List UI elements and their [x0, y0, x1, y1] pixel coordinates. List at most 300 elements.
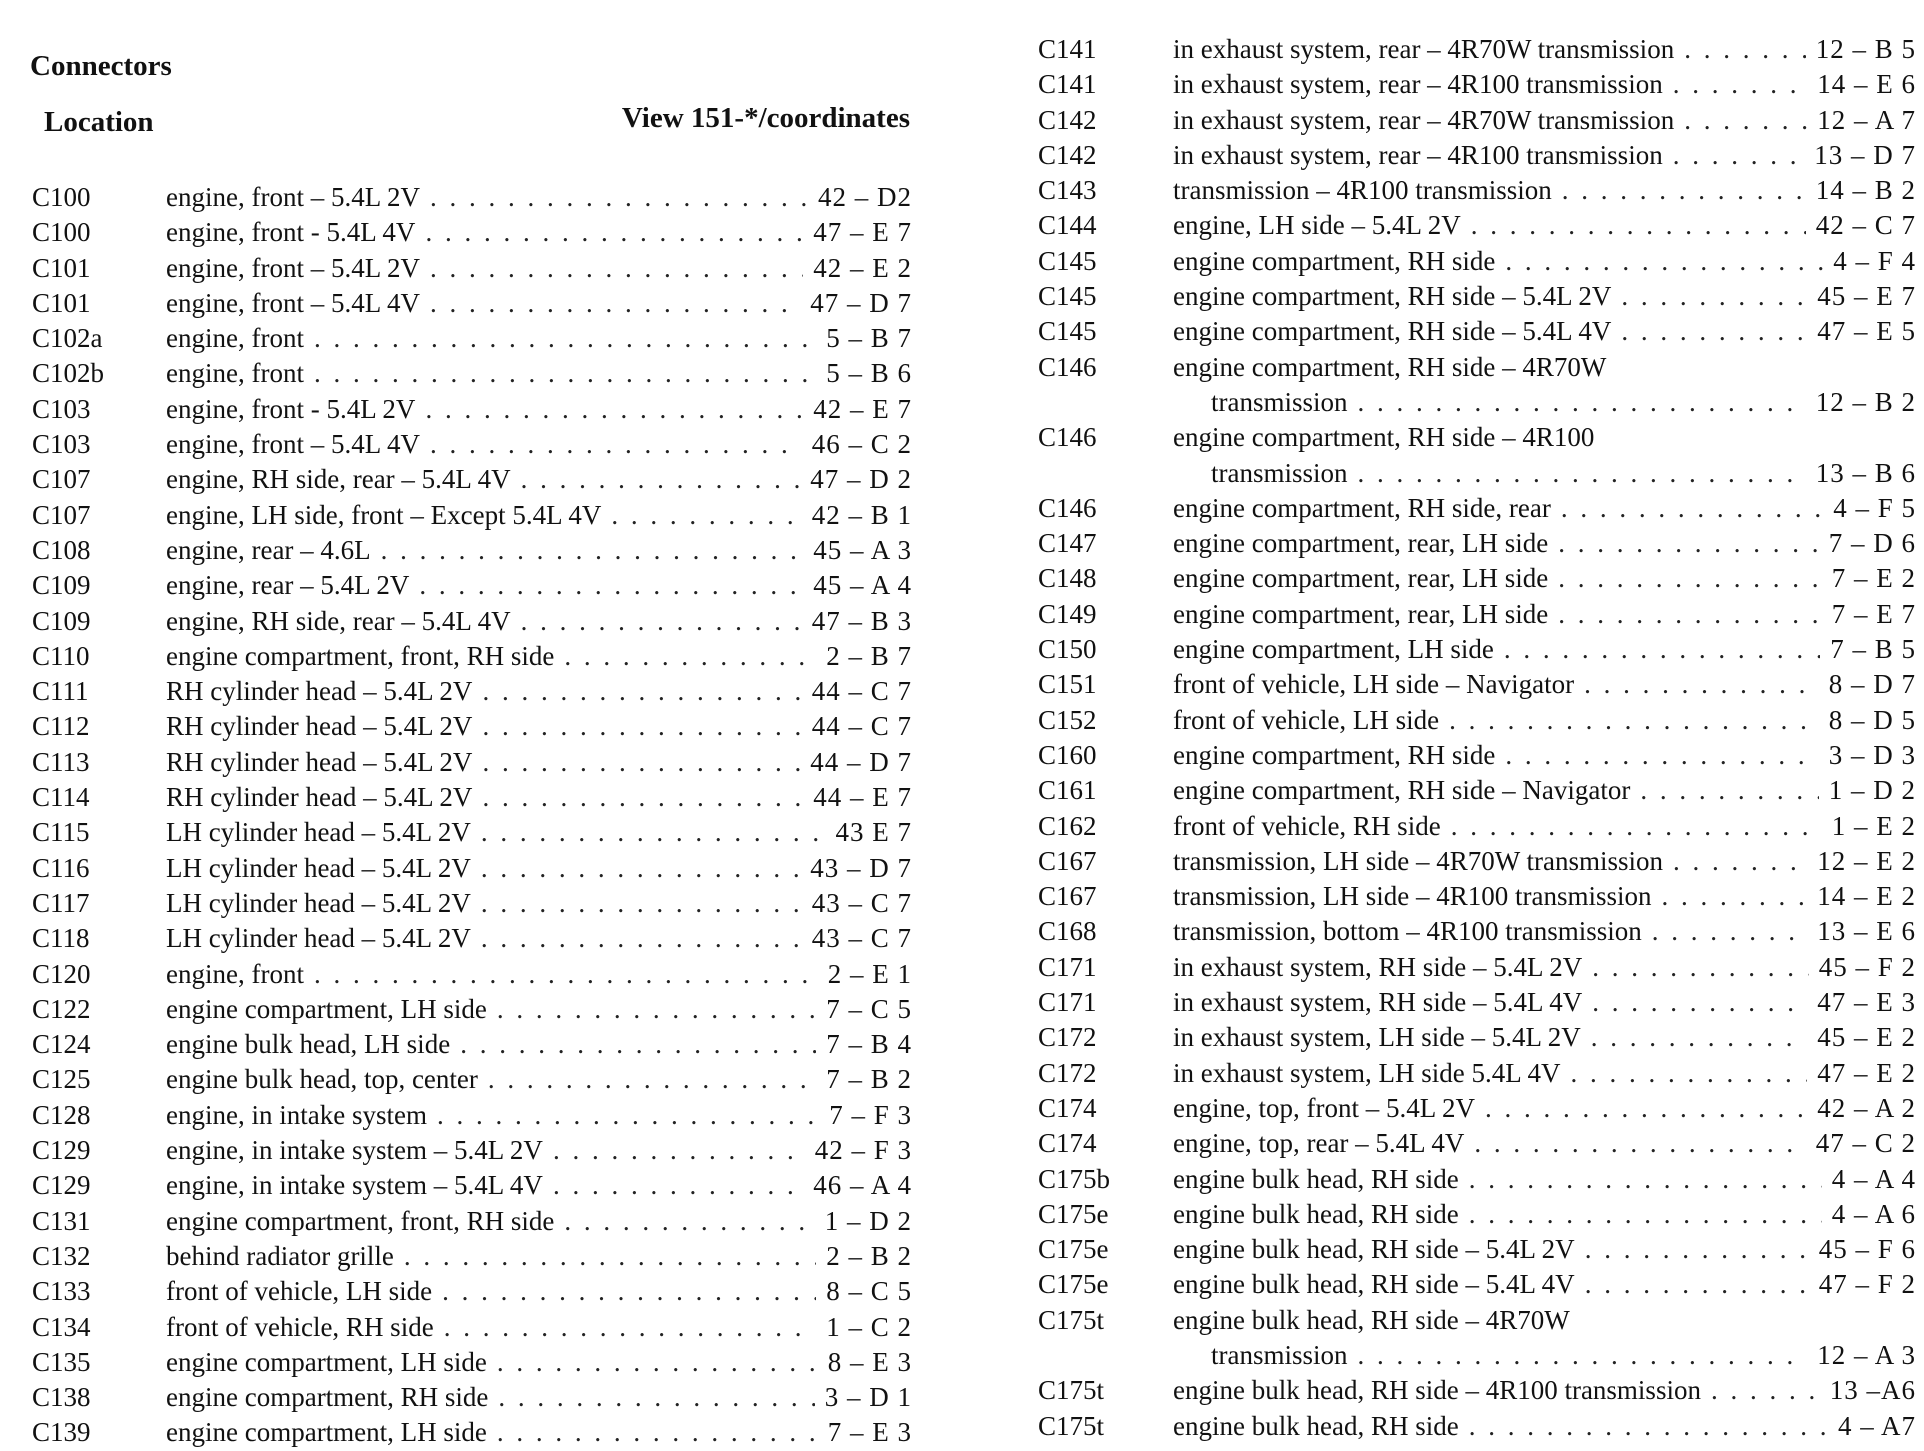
view-coordinates: 14 – E 6 — [1817, 69, 1916, 100]
connector-entry — [32, 1415, 912, 1450]
connector-entry — [1038, 703, 1916, 738]
dot-leader — [1471, 208, 1806, 243]
entry-line — [32, 286, 912, 321]
view-coordinates: 42 – E 2 — [813, 252, 912, 283]
connector-code: C139 — [32, 1417, 91, 1448]
connector-entry — [1038, 1409, 1916, 1444]
connector-code: C175t — [1038, 1375, 1105, 1406]
entry-line — [1038, 809, 1916, 844]
connector-location: engine bulk head, RH side – 5.4L 4V — [1173, 1269, 1575, 1300]
connector-entry — [1038, 809, 1916, 844]
connector-location: engine, front – 5.4L 4V — [166, 287, 420, 318]
connector-location: RH cylinder head – 5.4L 2V — [166, 676, 473, 707]
connector-code: C103 — [32, 393, 91, 424]
connector-location: in exhaust system, LH side – 5.4L 2V — [1173, 1022, 1581, 1053]
dot-leader — [1662, 879, 1808, 914]
view-coordinates: 13 – B 6 — [1815, 457, 1916, 488]
connector-entry — [1038, 738, 1916, 773]
view-coordinates: 1 – D 2 — [824, 1205, 912, 1236]
dot-leader — [430, 427, 802, 462]
connector-location: engine bulk head, LH side — [166, 1029, 451, 1060]
connector-entry — [1038, 1162, 1916, 1197]
connector-location: in exhaust system, rear – 4R100 transmission — [1173, 139, 1663, 170]
connector-code: C112 — [32, 711, 90, 742]
dot-leader — [1640, 773, 1818, 808]
view-coordinates: 43 – D 7 — [810, 852, 912, 883]
connector-code: C142 — [1038, 104, 1097, 135]
dot-leader — [482, 709, 801, 744]
connector-code: C135 — [32, 1346, 91, 1377]
view-coordinates: 1 – E 2 — [1831, 810, 1916, 841]
entry-line — [32, 1345, 912, 1380]
connector-entry — [32, 1098, 912, 1133]
connector-location: transmission – 4R100 transmission — [1173, 175, 1552, 206]
entry-line — [32, 533, 912, 568]
dot-leader — [1621, 279, 1807, 314]
view-coordinates: 42 – F 3 — [814, 1135, 912, 1166]
entry-line — [32, 1098, 912, 1133]
connector-code: C102b — [32, 358, 105, 389]
connector-entry — [32, 1274, 912, 1309]
connector-location: engine compartment, LH side — [166, 993, 487, 1024]
connector-entry — [32, 1239, 912, 1274]
dot-leader — [430, 180, 808, 215]
connector-code: C124 — [32, 1029, 91, 1060]
connector-entry — [32, 1310, 912, 1345]
connector-entry — [32, 992, 912, 1027]
connector-entry — [32, 533, 912, 568]
dot-leader — [482, 674, 801, 709]
dot-leader — [564, 1204, 814, 1239]
dot-leader — [381, 533, 804, 568]
view-coordinates: 47 – C 2 — [1815, 1128, 1916, 1159]
connector-code: C171 — [1038, 951, 1097, 982]
connector-code: C103 — [32, 429, 91, 460]
dot-leader — [1449, 703, 1819, 738]
view-coordinates: 12 – B 2 — [1815, 386, 1916, 417]
connector-location: in exhaust system, LH side 5.4L 4V — [1173, 1057, 1561, 1088]
view-coordinates: 2 – B 7 — [826, 640, 912, 671]
connector-entry — [32, 639, 912, 674]
view-coordinates: 42 – D2 — [818, 182, 912, 212]
dot-leader — [430, 286, 800, 321]
connector-entry — [32, 356, 912, 391]
connector-location: in exhaust system, rear – 4R70W transmission — [1173, 104, 1675, 135]
view-coordinates: 7 – D 6 — [1828, 528, 1916, 559]
connector-location: front of vehicle, LH side — [166, 1276, 433, 1307]
entry-line — [1038, 1338, 1916, 1373]
view-coordinates: 46 – C 2 — [811, 429, 912, 460]
entry-line — [1038, 138, 1916, 173]
connector-location: in exhaust system, RH side – 5.4L 2V — [1173, 951, 1583, 982]
connector-entry — [1038, 526, 1916, 561]
connector-entry — [1038, 314, 1916, 349]
connector-location: engine bulk head, RH side – 4R70W — [1173, 1304, 1570, 1335]
view-coordinates: 1 – D 2 — [1828, 775, 1916, 806]
connector-code: C151 — [1038, 669, 1097, 700]
dot-leader — [488, 1062, 816, 1097]
dot-leader — [1684, 32, 1806, 67]
view-coordinates: 8 – E 3 — [827, 1346, 912, 1377]
entry-line — [32, 957, 912, 992]
connector-code: C111 — [32, 676, 89, 707]
connector-code: C175b — [1038, 1163, 1111, 1194]
connector-entry — [32, 886, 912, 921]
connector-entry — [32, 286, 912, 321]
connector-list-right — [1038, 32, 1916, 1444]
dot-leader — [1561, 491, 1823, 526]
connector-location: engine compartment, RH side – 4R100 — [1173, 422, 1595, 453]
entry-line — [1038, 667, 1916, 702]
dot-leader — [1621, 314, 1807, 349]
connector-code: C142 — [1038, 139, 1097, 170]
view-coordinates: 13 –A6 — [1829, 1375, 1916, 1406]
connector-location-continued: transmission — [1211, 386, 1348, 417]
entry-line — [32, 356, 912, 391]
dot-leader — [564, 639, 816, 674]
entry-line — [32, 462, 912, 497]
entry-line — [1038, 985, 1916, 1020]
entry-line — [32, 1027, 912, 1062]
connector-code: C145 — [1038, 281, 1097, 312]
connector-entry — [32, 1380, 912, 1415]
connector-entry — [32, 921, 912, 956]
view-coordinates: 4 – F 5 — [1833, 492, 1916, 523]
connector-location: transmission, LH side – 4R100 transmission — [1173, 881, 1652, 912]
view-coordinates: 4 – A7 — [1837, 1410, 1916, 1441]
entry-line — [32, 886, 912, 921]
connector-code: C128 — [32, 1099, 91, 1130]
connector-location: engine, RH side, rear – 5.4L 4V — [166, 464, 511, 495]
connector-code: C145 — [1038, 245, 1097, 276]
entry-line — [1038, 279, 1916, 314]
entry-line — [32, 639, 912, 674]
view-coordinates: 44 – C 7 — [811, 676, 912, 707]
connector-location: engine, rear – 4.6L — [166, 534, 371, 565]
connector-entry — [32, 745, 912, 780]
connector-location: RH cylinder head – 5.4L 2V — [166, 782, 473, 813]
connector-code: C145 — [1038, 316, 1097, 347]
connector-entry — [32, 709, 912, 744]
entry-line — [1038, 32, 1916, 67]
dot-leader — [521, 604, 802, 639]
connector-location: engine compartment, rear, LH side — [1173, 563, 1549, 594]
view-coordinates: 12 – A 3 — [1817, 1339, 1916, 1370]
connector-location: engine, front – 5.4L 2V — [166, 182, 420, 212]
view-coordinates: 2 – E 1 — [827, 958, 912, 989]
entry-line — [32, 604, 912, 639]
connector-code: C109 — [32, 570, 91, 601]
dot-leader — [1673, 138, 1805, 173]
connector-code: C175e — [1038, 1269, 1109, 1300]
connector-location: engine compartment, LH side — [166, 1346, 487, 1377]
dot-leader — [553, 1168, 803, 1203]
connector-location: LH cylinder head – 5.4L 2V — [166, 852, 471, 883]
connector-location: engine bulk head, RH side — [1173, 1163, 1459, 1194]
view-coordinates: 7 – F 3 — [829, 1099, 912, 1130]
connector-entry — [1038, 138, 1916, 173]
dot-leader — [1570, 1056, 1807, 1091]
connector-entry — [1038, 879, 1916, 914]
connector-code: C149 — [1038, 598, 1097, 629]
connector-code: C117 — [32, 887, 90, 918]
view-coordinates: 7 – E 2 — [1831, 563, 1916, 594]
view-coordinates: 47 – E 7 — [813, 217, 912, 248]
dot-leader — [314, 321, 816, 356]
connector-location: engine, RH side, rear – 5.4L 4V — [166, 605, 511, 636]
connector-code: C167 — [1038, 845, 1097, 876]
connector-entry — [1038, 491, 1916, 526]
entry-line — [1038, 1162, 1916, 1197]
dot-leader — [460, 1027, 816, 1062]
view-coordinates: 47 – E 3 — [1817, 987, 1916, 1018]
connector-code: C132 — [32, 1240, 91, 1271]
entry-line — [1038, 420, 1916, 455]
connector-entry — [32, 251, 912, 286]
dot-leader — [444, 1310, 817, 1345]
entry-line — [32, 392, 912, 427]
connector-location: behind radiator grille — [166, 1240, 394, 1271]
dot-leader — [481, 886, 802, 921]
connector-location: engine bulk head, RH side — [1173, 1198, 1459, 1229]
connector-location: LH cylinder head – 5.4L 2V — [166, 923, 471, 954]
entry-line — [32, 1239, 912, 1274]
dot-leader — [1469, 1409, 1828, 1444]
view-coordinates: 47 – B 3 — [811, 605, 912, 636]
connector-code: C116 — [32, 852, 90, 883]
connector-location: engine compartment, RH side – Navigator — [1173, 775, 1631, 806]
dot-leader — [430, 251, 803, 286]
connector-location-continued: transmission — [1211, 457, 1348, 488]
entry-line — [32, 251, 912, 286]
entry-line — [1038, 173, 1916, 208]
entry-line — [1038, 1303, 1916, 1338]
view-coordinates: 4 – A 6 — [1831, 1198, 1916, 1229]
entry-line — [1038, 385, 1916, 420]
connector-entry — [1038, 985, 1916, 1020]
connector-entry — [1038, 173, 1916, 208]
connector-location-continued: transmission — [1211, 1339, 1348, 1370]
entry-line — [32, 851, 912, 886]
connector-code: C133 — [32, 1276, 91, 1307]
connector-entry — [32, 1345, 912, 1380]
connector-location: engine bulk head, RH side – 5.4L 2V — [1173, 1234, 1575, 1265]
connector-location: engine compartment, RH side – 4R70W — [1173, 351, 1607, 382]
connector-code: C101 — [32, 252, 91, 283]
connector-code: C175t — [1038, 1304, 1105, 1335]
view-coordinates: 5 – B 7 — [826, 323, 912, 354]
entry-line — [32, 215, 912, 250]
connector-code: C100 — [32, 217, 91, 248]
view-coordinates: 42 – B 1 — [811, 499, 912, 530]
connector-location: engine, in intake system — [166, 1099, 427, 1130]
dot-leader — [1592, 950, 1809, 985]
view-coordinates: 13 – D 7 — [1814, 139, 1916, 170]
dot-leader — [425, 392, 803, 427]
connector-entry — [1038, 632, 1916, 667]
entry-line — [1038, 1232, 1916, 1267]
connector-location: engine, front — [166, 958, 304, 989]
connector-location: front of vehicle, LH side – Navigator — [1173, 669, 1575, 700]
entry-line — [32, 1274, 912, 1309]
entry-line — [1038, 1020, 1916, 1055]
dot-leader — [1673, 67, 1808, 102]
connector-code: C160 — [1038, 739, 1097, 770]
connector-entry — [32, 568, 912, 603]
connector-code: C174 — [1038, 1128, 1097, 1159]
connector-location: engine, top, rear – 5.4L 4V — [1173, 1128, 1465, 1159]
connector-code: C148 — [1038, 563, 1097, 594]
entry-line — [32, 180, 912, 215]
dot-leader — [1505, 244, 1823, 279]
entry-line — [32, 1133, 912, 1168]
view-coordinates: 7 – C 5 — [826, 993, 912, 1024]
connector-location: engine compartment, LH side — [166, 1417, 487, 1448]
connector-code: C143 — [1038, 175, 1097, 206]
connector-entry — [1038, 1126, 1916, 1161]
entry-line — [1038, 914, 1916, 949]
connector-entry — [32, 604, 912, 639]
connector-code: C101 — [32, 287, 91, 318]
connector-entry — [32, 180, 912, 215]
connector-location: front of vehicle, RH side — [166, 1311, 434, 1342]
view-coordinates: 7 – B 5 — [1830, 634, 1916, 665]
entry-line — [1038, 879, 1916, 914]
connector-entry — [1038, 1373, 1916, 1408]
connector-list-left — [32, 180, 912, 1451]
view-coordinates: 47 – D 7 — [810, 287, 912, 318]
connector-location: engine bulk head, RH side — [1173, 1410, 1459, 1441]
connector-entry — [32, 957, 912, 992]
connector-location: engine compartment, RH side — [166, 1382, 489, 1413]
entry-line — [1038, 208, 1916, 243]
dot-leader — [1469, 1162, 1822, 1197]
dot-leader — [425, 215, 803, 250]
view-coordinates: 43 – C 7 — [811, 923, 912, 954]
connector-code: C114 — [32, 782, 90, 813]
view-coordinates: 7 – E 3 — [827, 1417, 912, 1448]
dot-leader — [1652, 914, 1807, 949]
view-coordinates: 44 – E 7 — [813, 782, 912, 813]
connector-location: front of vehicle, LH side — [1173, 704, 1440, 735]
connector-code: C174 — [1038, 1092, 1097, 1123]
view-coordinates: 47 – E 5 — [1817, 316, 1916, 347]
connector-code: C161 — [1038, 775, 1097, 806]
dot-leader — [498, 1380, 814, 1415]
connector-code: C134 — [32, 1311, 91, 1342]
connector-code: C150 — [1038, 634, 1097, 665]
view-coordinates: 4 – A 4 — [1831, 1163, 1916, 1194]
connector-entry — [1038, 914, 1916, 949]
connector-location: engine, front – 5.4L 4V — [166, 429, 420, 460]
connector-code: C167 — [1038, 881, 1097, 912]
entry-line — [1038, 703, 1916, 738]
connector-code: C175e — [1038, 1234, 1109, 1265]
view-coordinates: 43 E 7 — [835, 817, 912, 848]
entry-line — [32, 1310, 912, 1345]
entry-line — [32, 498, 912, 533]
dot-leader — [1485, 1091, 1807, 1126]
connector-entry — [1038, 67, 1916, 102]
connector-code: C108 — [32, 534, 91, 565]
connector-entry — [32, 498, 912, 533]
dot-leader — [1358, 456, 1806, 491]
dot-leader — [482, 745, 800, 780]
connector-entry — [32, 1062, 912, 1097]
dot-leader — [314, 356, 816, 391]
entry-line — [1038, 1126, 1916, 1161]
connector-location: engine compartment, RH side – 5.4L 2V — [1173, 281, 1612, 312]
entry-line — [1038, 950, 1916, 985]
connector-entry — [32, 674, 912, 709]
dot-leader — [1469, 1197, 1822, 1232]
view-coordinates: 7 – B 4 — [826, 1029, 912, 1060]
connector-code: C171 — [1038, 987, 1097, 1018]
connector-code: C129 — [32, 1170, 91, 1201]
connector-code: C147 — [1038, 528, 1097, 559]
connector-code: C122 — [32, 993, 91, 1024]
entry-line — [1038, 632, 1916, 667]
connector-entry — [1038, 597, 1916, 632]
connector-entry — [32, 780, 912, 815]
connector-entry — [1038, 844, 1916, 879]
view-coordinates: 12 – E 2 — [1817, 845, 1916, 876]
dot-leader — [497, 1345, 818, 1380]
connector-entry — [32, 1168, 912, 1203]
connector-location: engine bulk head, top, center — [166, 1064, 478, 1095]
entry-line — [1038, 1197, 1916, 1232]
connector-code: C175t — [1038, 1410, 1105, 1441]
connector-code: C125 — [32, 1064, 91, 1095]
connector-entry — [1038, 1091, 1916, 1126]
connector-location: engine compartment, RH side, rear — [1173, 492, 1551, 523]
connector-entry — [32, 321, 912, 356]
dot-leader — [419, 568, 803, 603]
connector-entry — [1038, 561, 1916, 596]
entry-line — [32, 780, 912, 815]
connector-code: C144 — [1038, 210, 1097, 241]
entry-line — [1038, 314, 1916, 349]
connector-location: transmission, LH side – 4R70W transmission — [1173, 845, 1663, 876]
connector-code: C138 — [32, 1382, 91, 1413]
entry-line — [32, 745, 912, 780]
entry-line — [32, 674, 912, 709]
dot-leader — [404, 1239, 816, 1274]
view-coordinates: 47 – D 2 — [810, 464, 912, 495]
connector-entry — [32, 1133, 912, 1168]
view-coordinates: 42 – E 7 — [813, 393, 912, 424]
connector-code: C110 — [32, 640, 90, 671]
entry-line — [1038, 1409, 1916, 1444]
connector-location: engine, LH side – 5.4L 2V — [1173, 210, 1461, 241]
dot-leader — [481, 921, 802, 956]
connector-entry — [1038, 420, 1916, 491]
entry-line — [1038, 1373, 1916, 1408]
connector-entry — [1038, 1303, 1916, 1374]
connector-code: C141 — [1038, 34, 1097, 64]
entry-line — [1038, 244, 1916, 279]
connector-location: engine, front - 5.4L 2V — [166, 393, 416, 424]
view-coordinates: 42 – A 2 — [1817, 1092, 1916, 1123]
dot-leader — [1358, 385, 1806, 420]
entry-line — [1038, 561, 1916, 596]
dot-leader — [1562, 173, 1806, 208]
connector-code: C118 — [32, 923, 90, 954]
connector-entry — [1038, 1056, 1916, 1091]
connector-entry — [1038, 1197, 1916, 1232]
dot-leader — [611, 498, 801, 533]
connector-entry — [1038, 1267, 1916, 1302]
